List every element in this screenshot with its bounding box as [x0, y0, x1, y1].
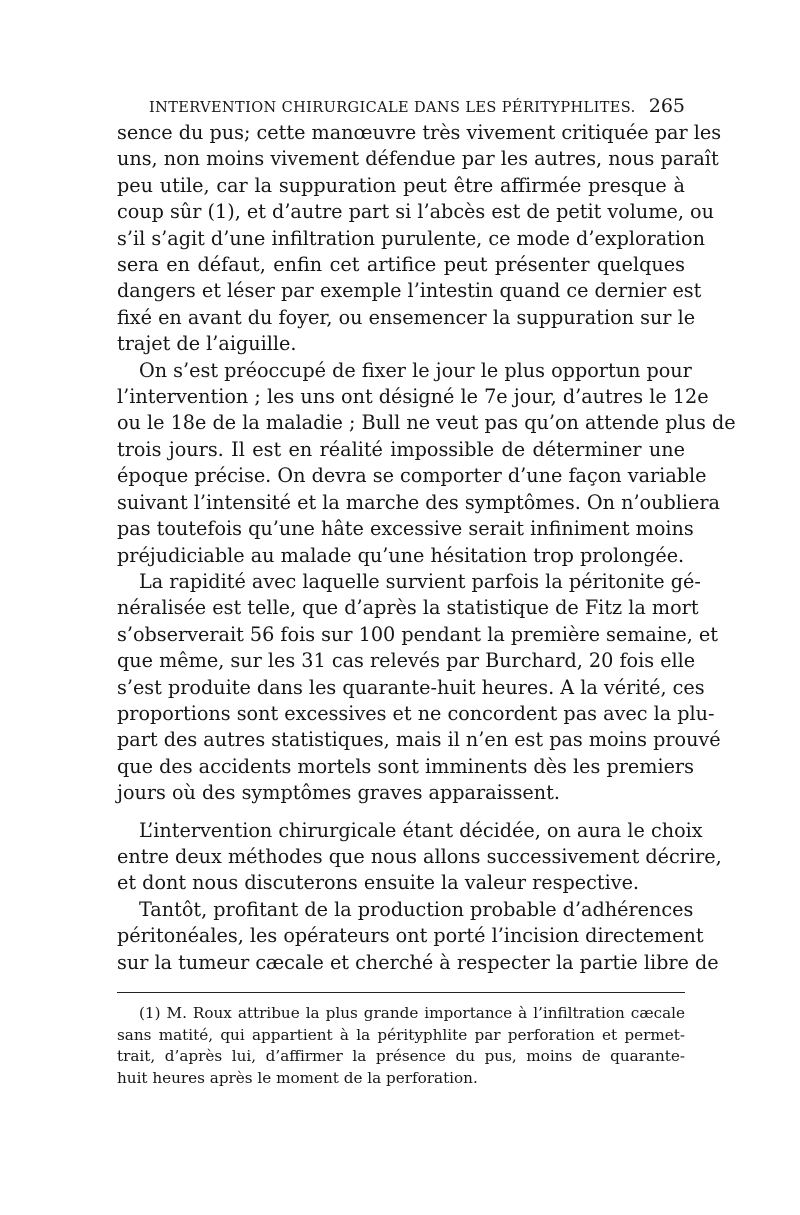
text-line: On s’est préoccupé de fixer le jour le plus opportun pour [139, 358, 692, 382]
text-line: L’intervention chirurgicale étant décidée, on aura le choix [139, 818, 703, 842]
text-line: fixé en avant du foyer, ou ensemencer la suppuration sur le [117, 305, 696, 329]
text-line: entre deux méthodes que nous allons successivement décrire, [117, 844, 722, 868]
text-line: pas toutefois qu’une hâte excessive serait infiniment moins [117, 517, 694, 541]
footnote-line: (1) M. Roux attribue la plus grande importance à l’infiltration cæcale [139, 1004, 685, 1022]
paragraph-1 [117, 120, 722, 358]
body-text [117, 120, 736, 976]
text-line: néralisée est telle, que d’après la statistique de Fitz la mort [117, 596, 699, 620]
paragraph-5 [117, 897, 719, 976]
text-line: s’observerait 56 fois sur 100 pendant la première semaine, et [117, 622, 718, 646]
text-line: péritonéales, les opérateurs ont porté l’incision directement [117, 924, 704, 948]
text-line: et dont nous discuterons ensuite la valeur respective. [117, 871, 640, 895]
text-line: part des autres statistiques, mais il n’en est pas moins prouvé [117, 728, 721, 752]
footnote-line: sans matité, qui appartient à la pérityphlite par perforation et permet- [117, 1025, 685, 1044]
footnote-line: trait, d’après lui, d’affirmer la présence du pus, moins de quarante- [117, 1047, 685, 1065]
book-page [117, 92, 736, 1089]
text-line: sence du pus; cette manœuvre très vivement critiquée par les [117, 121, 722, 144]
text-line: trois jours. Il est en réalité impossible de déterminer une [117, 437, 685, 461]
text-line: préjudiciable au malade qu’une hésitation trop prolongée. [117, 543, 685, 567]
text-line: dangers et léser par exemple l’intestin quand ce dernier est [117, 279, 702, 303]
text-line: s’est produite dans les quarante-huit heures. A la vérité, ces [117, 675, 705, 699]
paragraph-4 [117, 818, 722, 897]
text-line: coup sûr (1), et d’autre part si l’abcès est de petit volume, ou [117, 200, 714, 224]
page-number: 265 [648, 95, 685, 117]
text-line: proportions sont excessives et ne concordent pas avec la plu- [117, 701, 715, 725]
text-line: jours où des symptômes graves apparaissent. [117, 781, 560, 805]
footnote-line: huit heures après le moment de la perforation. [117, 1068, 478, 1087]
text-line: ou le 18e de la maladie ; Bull ne veut pas qu’on attende plus de [117, 411, 736, 435]
paragraph-gap [117, 807, 685, 818]
running-title: INTERVENTION CHIRURGICALE DANS LES PÉRITYPHLITES. [149, 100, 636, 116]
text-line: époque précise. On devra se comporter d’une façon variable [117, 464, 707, 488]
text-line: que des accidents mortels sont imminents dès les premiers [117, 754, 694, 778]
text-line: La rapidité avec laquelle survient parfois la péritonite gé- [139, 569, 701, 593]
paragraph-2 [117, 358, 736, 569]
paragraph-3 [117, 569, 721, 807]
text-line: trajet de l’aiguille. [117, 332, 297, 356]
text-line: peu utile, car la suppuration peut être affirmée presque à [117, 173, 685, 197]
text-line: Tantôt, profitant de la production probable d’adhérences [139, 897, 694, 921]
text-line: uns, non moins vivement défendue par les autres, nous paraît [117, 147, 719, 171]
running-head [117, 92, 685, 120]
text-line: suivant l’intensité et la marche des symptômes. On n’oubliera [117, 490, 720, 514]
footnote-rule [117, 992, 685, 993]
text-line: sera en défaut, enfin cet artifice peut présenter quelques [117, 253, 685, 277]
text-line: s’il s’agit d’une infiltration purulente, ce mode d’exploration [117, 226, 705, 250]
text-line: l’intervention ; les uns ont désigné le 7e jour, d’autres le 12e [117, 385, 709, 409]
text-line: sur la tumeur cæcale et cherché à respecter la partie libre de [117, 950, 719, 974]
text-line: que même, sur les 31 cas relevés par Burchard, 20 fois elle [117, 649, 696, 673]
footnote [117, 1003, 685, 1089]
